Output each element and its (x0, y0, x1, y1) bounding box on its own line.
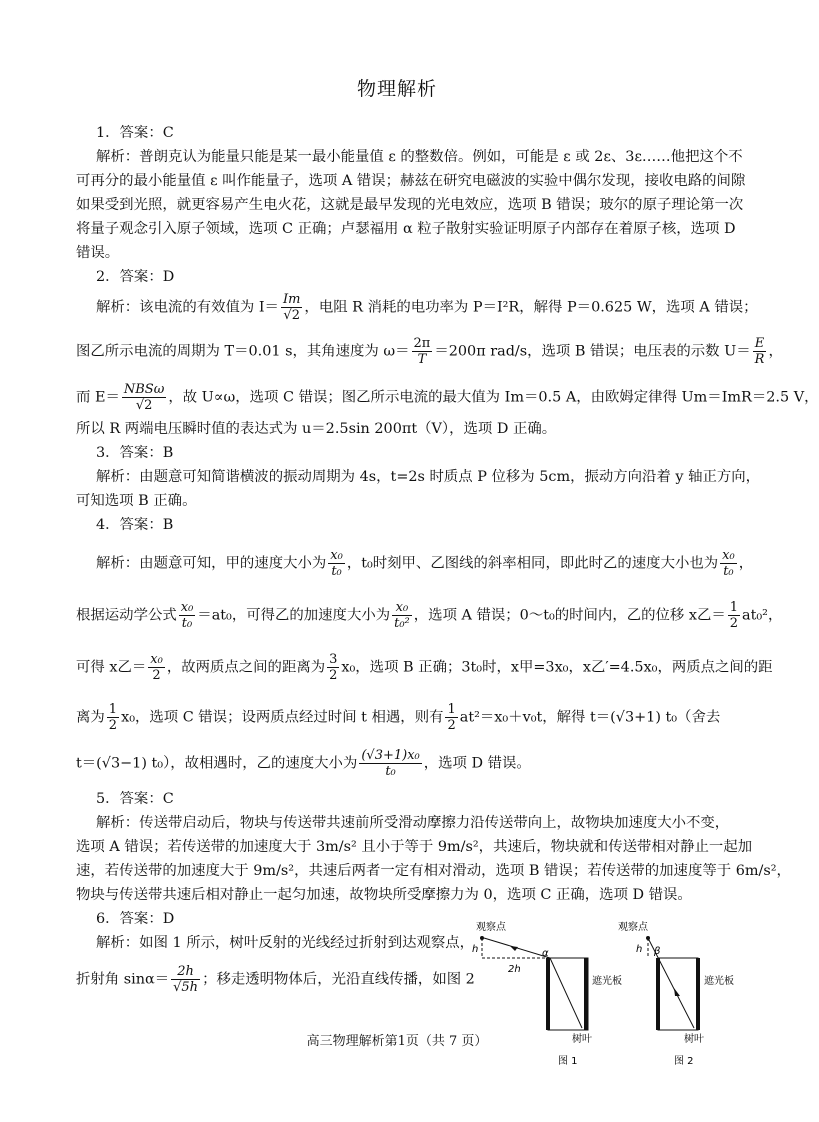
caption: 图 1 (558, 1056, 578, 1067)
q3-answer: 3．答案：B (96, 445, 174, 461)
alpha-label: α (542, 948, 549, 959)
q1-line: 如果受到光照，就更容易产生电火花，这就是最早发现的光电效应，选项 B 错误；玻尔的原子理论第一次 (76, 197, 744, 213)
q5-line: 解析：传送带启动后，物块与传送带共速前所受滑动摩擦力沿传送带向上，故物块加速度大小不变， (96, 815, 730, 831)
q4-line: 解析：由题意可知，甲的速度大小为 $\frac{\text{x₀}}{\text{t₀}}$ ，t₀时刻甲、乙图线的斜率相同，即此时乙的速度大小也为 $\frac{\text{x₀}}{\text{t₀}}$ ， (96, 548, 754, 579)
shade-board (696, 958, 700, 1030)
fraction: $\frac{\text{x₀}}{\text{t₀}}$ (722, 548, 735, 579)
fraction: $\frac{1}{2}$ (447, 702, 456, 733)
q1-answer: 1．答案：C (96, 125, 174, 141)
q2-line: 而 E＝ $\frac{\text{NBSω}}{√2}$ ，故 U∝ω，选项 C 错误；图乙所示电流的最大值为 Im＝0.5 A，由欧姆定律得 Um＝ImR＝2.5 V， (76, 382, 819, 413)
fraction: $\frac{2\pi}{T}$ (413, 336, 431, 367)
fraction: $\frac{\text{NBSω}}{√2}$ (123, 382, 165, 413)
transparent-block (548, 958, 588, 1030)
q5-answer: 5．答案：C (96, 791, 174, 807)
page-footer: 高三物理解析第1页（共 7 页） (306, 1034, 488, 1049)
observer-label: 观察点 (618, 922, 648, 933)
beta-label: β (654, 946, 661, 957)
board-label: 遮光板 (704, 976, 734, 987)
2h-label: 2h (508, 964, 521, 975)
fraction: $\frac{2h}{√5h}$ (173, 964, 199, 995)
arrow-head (510, 946, 518, 951)
fraction: $\frac{\text{(√3+1)x₀}}{\text{t₀}}$ (361, 748, 420, 779)
q2-line: 所以 R 两端电压瞬时值的表达式为 u＝2.5sin 200πt（V），选项 D 正确。 (76, 421, 557, 437)
q6-line: 解析：如图 1 所示，树叶反射的光线经过折射到达观察点， (96, 935, 475, 951)
fraction: $\frac{1}{2}$ (108, 702, 118, 733)
q4-answer: 4．答案：B (96, 517, 174, 533)
board-label: 遮光板 (592, 976, 622, 987)
left-edge (546, 958, 550, 1030)
q1-line: 错误。 (76, 245, 120, 261)
fraction: $\frac{\text{x₀}}{\text{t₀}}$ (330, 548, 343, 579)
fraction: $\frac{E}{R}$ (754, 336, 765, 367)
q5-line: 选项 A 错误；若传送带的加速度大于 3m/s² 且小于等于 9m/s²，共速后，物块就和传送带相对静止一起加 (76, 839, 753, 855)
ray-inside (550, 958, 582, 1028)
leaf-label: 树叶 (684, 1034, 704, 1045)
caption: 图 2 (674, 1056, 694, 1067)
q1-line: 可再分的最小能量值 ε 叫作能量子，选项 A 错误；赫兹在研究电磁波的实验中偶尔发现，接收电路的间隙 (76, 173, 746, 189)
q4-line: t＝(√3−1) t₀），故相遇时，乙的速度大小为 $\frac{\text{(√3+1)x₀}}{\text{t₀}}$ ，选项 D 错误。 (76, 748, 531, 779)
q2-answer: 2．答案：D (96, 269, 175, 285)
q4-line: 可得 x乙＝ $\frac{\text{x₀}}{2}$ ，故两质点之间的距离为 $\frac{3}{2}$ x₀，选项 B 正确；3t₀时，x甲=3x₀，x乙′=4.5x₀，两质点之间的距 (76, 652, 773, 683)
page-title: 物理解析 (356, 78, 437, 100)
q5-line: 速，若传送带的加速度大于 9m/s²，共速后两者一定有相对滑动，选项 B 错误；若传送带的加速度等于 6m/s²， (76, 863, 791, 879)
left-edge (656, 958, 660, 1030)
fraction: $\frac{\text{x₀}}{\text{t₀²}}$ (394, 600, 410, 631)
observer-label: 观察点 (476, 922, 506, 933)
leaf-label: 树叶 (572, 1034, 592, 1045)
fraction: $\frac{\text{x₀}}{2}$ (150, 652, 163, 683)
q2-line: 解析：该电流的有效值为 I＝ $\frac{Im}{√2}$ ，电阻 R 消耗的电功率为 P＝I²R，解得 P＝0.625 W，选项 A 错误； (96, 292, 758, 323)
shade-board (584, 958, 588, 1030)
arrow-head (674, 988, 680, 996)
q5-line: 物块与传送带共速后相对静止一起匀加速，故物块所受摩擦力为 0，选项 C 正确，选项 D 错误。 (76, 887, 692, 903)
q6-answer: 6．答案：D (96, 911, 175, 927)
h-label: h (636, 944, 643, 955)
q2-line: 图乙所示电流的周期为 T＝0.01 s，其角速度为 ω＝ $\frac{2\pi}{T}$ ＝200π rad/s，选项 B 错误；电压表的示数 U＝ $\frac{E}{R}$ ， (76, 336, 783, 367)
q3-line: 可知选项 B 正确。 (76, 493, 197, 509)
q6-line: 折射角 sinα＝ $\frac{2h}{√5h}$ ；移走透明物体后，光沿直线传播，如图 2 (76, 964, 475, 995)
q4-line: 离为 $\frac{1}{2}$ x₀，选项 C 错误；设两质点经过时间 t 相遇，则有 $\frac{1}{2}$ at²＝x₀＋v₀t，解得 t＝(√3+1) t₀（舍去 (76, 702, 721, 733)
q3-line: 解析：由题意可知简谐横波的振动周期为 4s，t=2s 时质点 P 位移为 5cm，振动方向沿着 y 轴正方向， (96, 469, 761, 485)
fraction: $\frac{3}{2}$ (329, 652, 338, 683)
fraction: $\frac{1}{2}$ (729, 600, 739, 631)
h-label: h (472, 944, 479, 955)
q4-line: 根据运动学公式 $\frac{\text{x₀}}{\text{t₀}}$ ＝at₀，可得乙的加速度大小为 $\frac{\text{x₀}}{\text{t₀²}}$ ，选项 A 错误；0～t₀的时间内，乙的位移 x乙＝ $\frac{1}{2}$ at₀²， (76, 600, 783, 631)
q1-line: 将量子观念引入原子领域，选项 C 正确；卢瑟福用 α 粒子散射实验证明原子内部存在着原子核，选项 D (76, 221, 736, 237)
fraction: $\frac{Im}{√2}$ (282, 292, 301, 323)
fraction: $\frac{\text{x₀}}{\text{t₀}}$ (180, 600, 194, 631)
q1-line: 解析：普朗克认为能量只能是某一最小能量值 ε 的整数倍。例如，可能是 ε 或 2ε、3ε……他把这个不 (96, 149, 743, 165)
